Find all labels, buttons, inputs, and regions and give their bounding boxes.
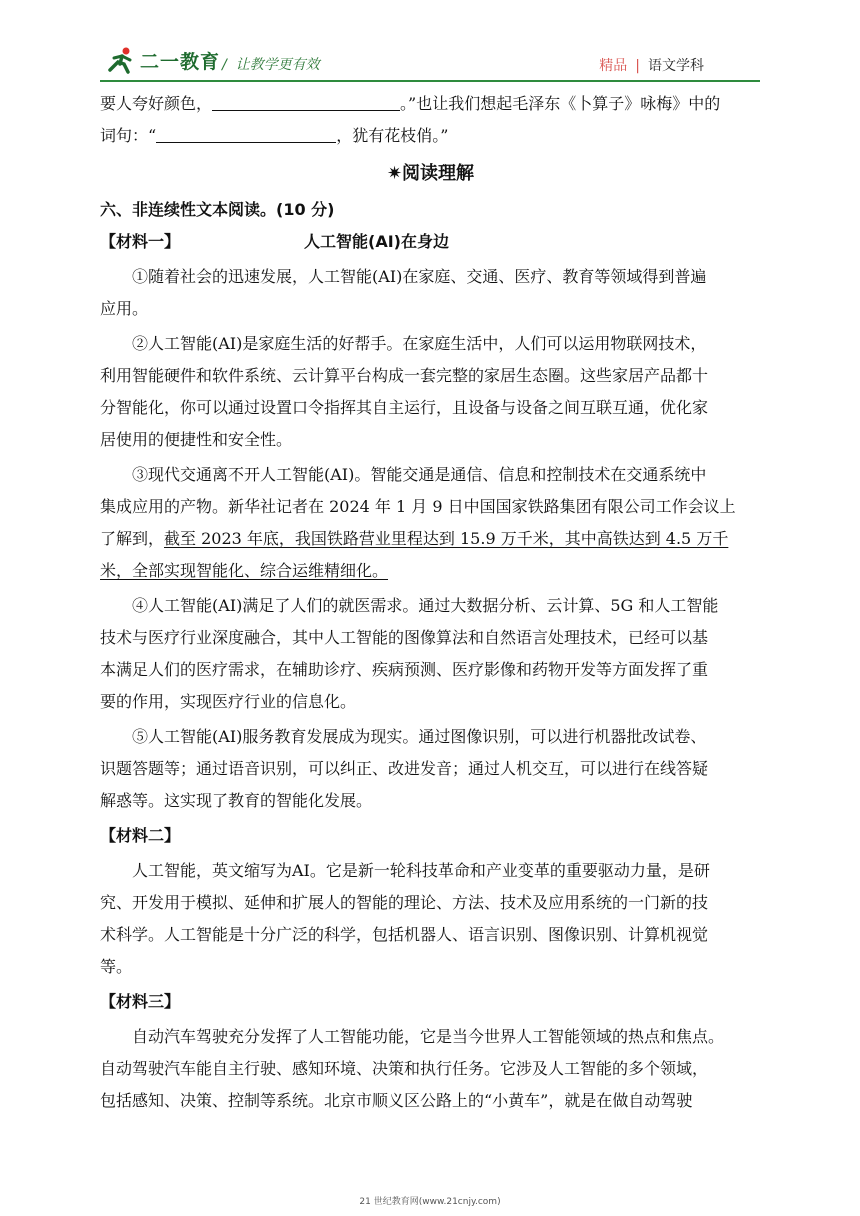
paragraph-4: ④人工智能(AI)满足了人们的就医需求。通过大数据分析、云计算、5G 和人工智能 技术与医疗行业深度融合，其中人工智能的图像算法和自然语言处理技术，已经可以基 本满足人们的医疗需求，在辅助诊疗、疾病预测、医疗影像和药物开发等方面发挥了重 要的作用，实现医疗行业的信息化。 <box>100 596 719 711</box>
paragraph-3: ③现代交通离不开人工智能(AI)。智能交通是通信、信息和控制技术在交通系统中 集成应用的产物。新华社记者在 2024 年 1 月 9 日中国国家铁路集团有限公司工作会议上 了解到，截至 2023 年底，我国铁路营业里程达到 15.9 万千米，其中高铁达到 4.5 万千 米，全部实现智能化、综合运维精细化。 <box>100 465 736 580</box>
intro-line-1: 要人夸好颜色， 。”也让我们想起毛泽东《卜算子》咏梅》中的 <box>100 88 761 120</box>
quality-badge: 精品 <box>599 58 628 74</box>
material-1-label: 【材料一】 <box>100 232 181 251</box>
paragraph-5: ⑤人工智能(AI)服务教育发展成为现实。通过图像识别，可以进行机器批改试卷、 识题答题等；通过语音识别，可以纠正、改进发音；通过人机交互，可以进行在线答疑 解惑等。这实现了教育的智能化发展。 <box>100 727 709 810</box>
material-2-paragraph: 人工智能，英文缩写为AI。它是新一轮科技革命和产业变革的重要驱动力量，是研 究、开发用于模拟、延伸和扩展人的智能的理论、方法、技术及应用系统的一门新的技 术科学。人工智能是十分广泛的科学，包括机器人、语言识别、图像识别、计算机视觉 等。 <box>100 861 710 976</box>
header-divider: | <box>635 58 640 74</box>
material-1-title: 人工智能(AI)在身边 <box>304 232 449 251</box>
paragraph-1: ①随着社会的迅速发展，人工智能(AI)在家庭、交通、医疗、教育等领域得到普遍 应用。 <box>100 267 707 318</box>
material-3-paragraph: 自动汽车驾驶充分发挥了人工智能功能，它是当今世界人工智能领域的热点和焦点。 自动驾驶汽车能自主行驶、感知环境、决策和执行任务。它涉及人工智能的多个领域， 包括感知、决策、控制等系统。北京市顺义区公路上的“小黄车”，就是在做自动驾驶 <box>100 1027 725 1110</box>
header-tags <box>599 55 704 75</box>
brand-slogan: / 让教学更有效 <box>222 57 320 73</box>
brand-name: 二一教育 <box>140 50 221 73</box>
material-3-label: 【材料三】 <box>100 992 181 1011</box>
section-title: ✷阅读理解 <box>386 163 475 184</box>
intro-line-2: 词句：“ ，犹有花枝俏。” <box>100 120 761 152</box>
answer-blank-1[interactable] <box>212 90 400 111</box>
material-2-label: 【材料二】 <box>100 826 181 845</box>
paragraph-2: ②人工智能(AI)是家庭生活的好帮手。在家庭生活中，人们可以运用物联网技术， 利用智能硬件和软件系统、云计算平台构成一套完整的家居生态圈。这些家居产品都十 分智能化，你可以通过设置口令指挥其自主运行，且设备与设备之间互联互通，优化家 居使用的便捷性和安全性。 <box>100 334 709 449</box>
answer-blank-2[interactable] <box>156 122 336 143</box>
page-footer: 21 世纪教育网(www.21cnjy.com) <box>359 1197 501 1207</box>
subject-label: 语文学科 <box>648 58 704 74</box>
question-label: 六、非连续性文本阅读。(10 分) <box>100 200 335 219</box>
brand-logo[interactable] <box>106 46 220 74</box>
page-header <box>0 0 860 90</box>
material-1-header <box>100 226 761 258</box>
document-body <box>100 88 761 1117</box>
header-rule <box>100 80 760 82</box>
runner-icon <box>106 46 136 74</box>
star-burst-icon: ✷ <box>386 163 403 184</box>
underlined-text: 米，全部实现智能化、综合运维精细化。 <box>100 561 389 580</box>
underlined-text: 截至 2023 年底，我国铁路营业里程达到 15.9 万千米，其中高铁达到 4.5 万千 <box>164 529 729 548</box>
